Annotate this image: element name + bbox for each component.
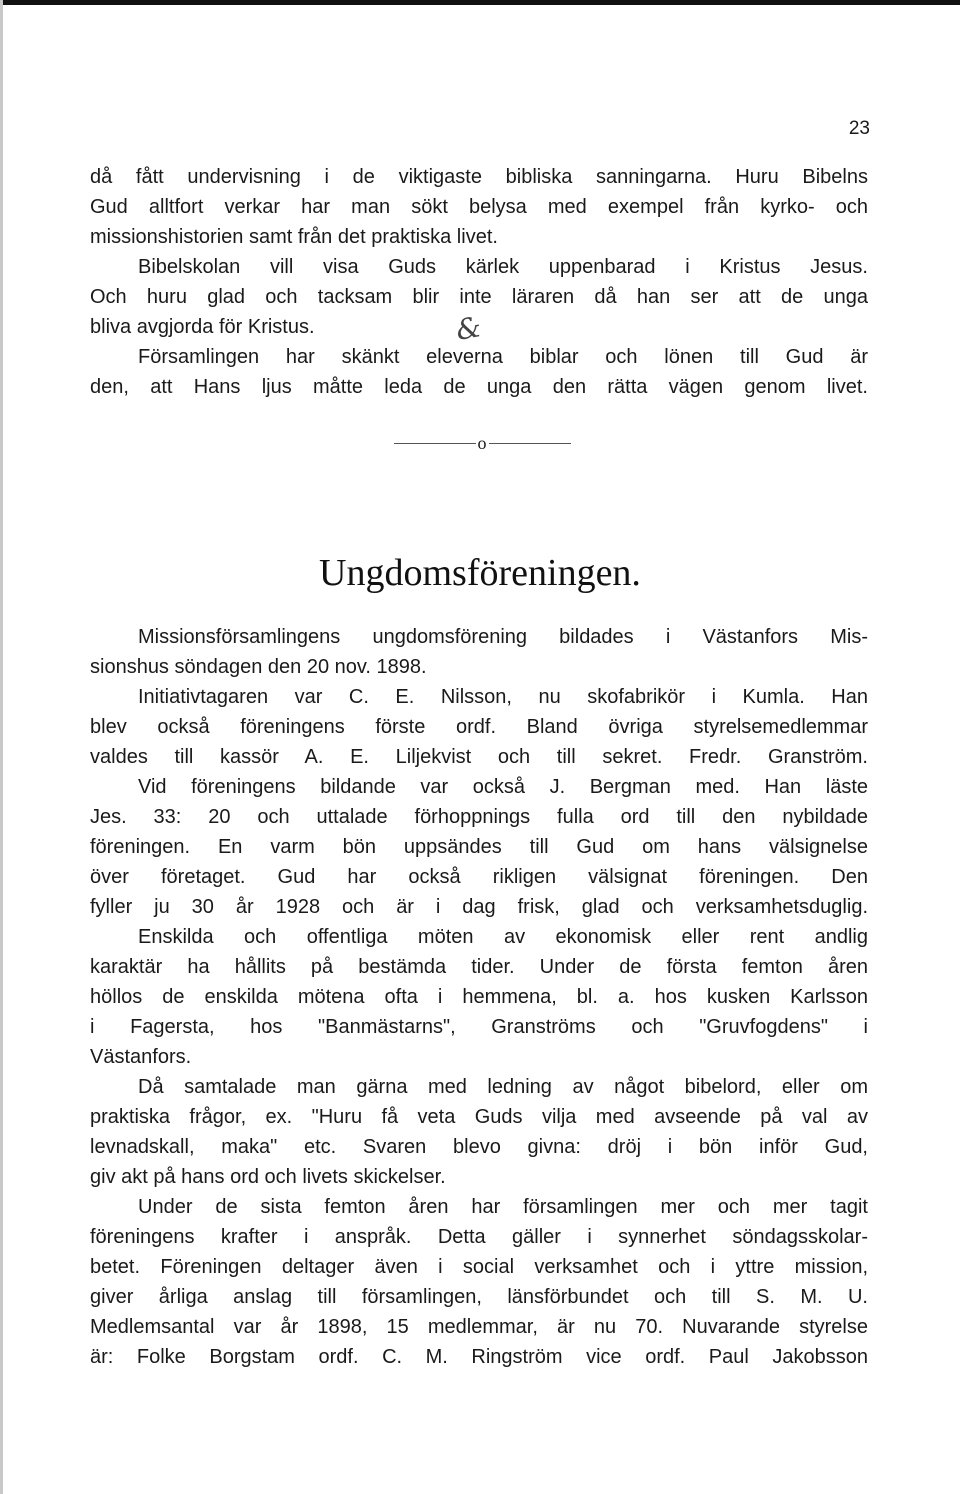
text-line: Och huru glad och tacksam blir inte läraren då han ser att de unga [90,286,868,308]
text-line: den, att Hans ljus måtte leda de unga den rätta vägen genom livet. [90,376,868,398]
text-line: Bibelskolan vill visa Guds kärlek uppenbarad i Kristus Jesus. [138,256,868,278]
text-line: höllos de enskilda mötena ofta i hemmena, bl. a. hos kusken Karlsson [90,986,868,1008]
separator-dash [489,443,571,444]
text-line: föreningen. En varm bön uppsändes till Gud om hans välsignelse [90,836,868,858]
text-line: missionshistorien samt från det praktiska livet. [90,226,498,248]
text-line: Medlemsantal var år 1898, 15 medlemmar, är nu 70. Nuvarande styrelse [90,1316,868,1338]
text-line: Initiativtagaren var C. E. Nilsson, nu skofabrikör i Kumla. Han [138,686,868,708]
text-line: giver årliga anslag till församlingen, länsförbundet och till S. M. U. [90,1286,868,1308]
text-line: betet. Föreningen deltager även i social verksamhet och i yttre mission, [90,1256,868,1278]
text-line: giv akt på hans ord och livets skickelser. [90,1166,446,1188]
page-number: 23 [848,118,870,139]
text-line: Gud alltfort verkar har man sökt belysa med exempel från kyrko- och [90,196,868,218]
separator-dash [394,443,476,444]
text-line: levnadskall, maka" etc. Svaren blevo givna: dröj i bön inför Gud, [90,1136,868,1158]
text-line: i Fagersta, hos "Banmästarns", Granströms och "Gruvfogdens" i [90,1016,868,1038]
separator-mark: o [477,432,487,453]
text-line: bliva avgjorda för Kristus. [90,316,315,338]
text-line: Då samtalade man gärna med ledning av något bibelord, eller om [138,1076,868,1098]
text-line: fyller ju 30 år 1928 och är i dag frisk, glad och verksamhetsduglig. [90,896,868,918]
section-separator [382,428,582,458]
section-title: Ungdomsföreningen. [319,552,641,594]
text-line: sionshus söndagen den 20 nov. 1898. [90,656,427,678]
text-line: föreningens krafter i anspråk. Detta gäller i synnerhet söndagsskolar- [90,1226,868,1248]
text-line: över företaget. Gud har också rikligen välsignat föreningen. Den [90,866,868,888]
text-line: då fått undervisning i de viktigaste bibliska sanningarna. Huru Bibelns [90,166,868,188]
text-line: Västanfors. [90,1046,192,1068]
text-line: Under de sista femton åren har församlingen mer och mer tagit [138,1196,868,1218]
text-line: är: Folke Borgstam ordf. C. M. Ringström vice ordf. Paul Jakobsson [90,1346,868,1368]
text-line: praktiska frågor, ex. "Huru få veta Guds vilja med avseende på val av [90,1106,868,1128]
top-border [0,0,960,5]
handwritten-correction-mark: & [453,310,484,347]
text-line: valdes till kassör A. E. Liljekvist och till sekret. Fredr. Granström. [90,746,868,768]
left-border [0,0,3,1494]
text-line: Jes. 33: 20 och uttalade förhoppnings fulla ord till den nybildade [90,806,868,828]
text-line: Missionsförsamlingens ungdomsförening bildades i Västanfors Mis- [138,626,868,648]
text-line: blev också föreningens förste ordf. Bland övriga styrelsemedlemmar [90,716,868,738]
text-line: Församlingen har skänkt eleverna biblar och lönen till Gud är [138,346,868,368]
text-line: Enskilda och offentliga möten av ekonomisk eller rent andlig [138,926,868,948]
text-line: karaktär ha hållits på bestämda tider. Under de första femton åren [90,956,868,978]
text-line: Vid föreningens bildande var också J. Bergman med. Han läste [138,776,868,798]
